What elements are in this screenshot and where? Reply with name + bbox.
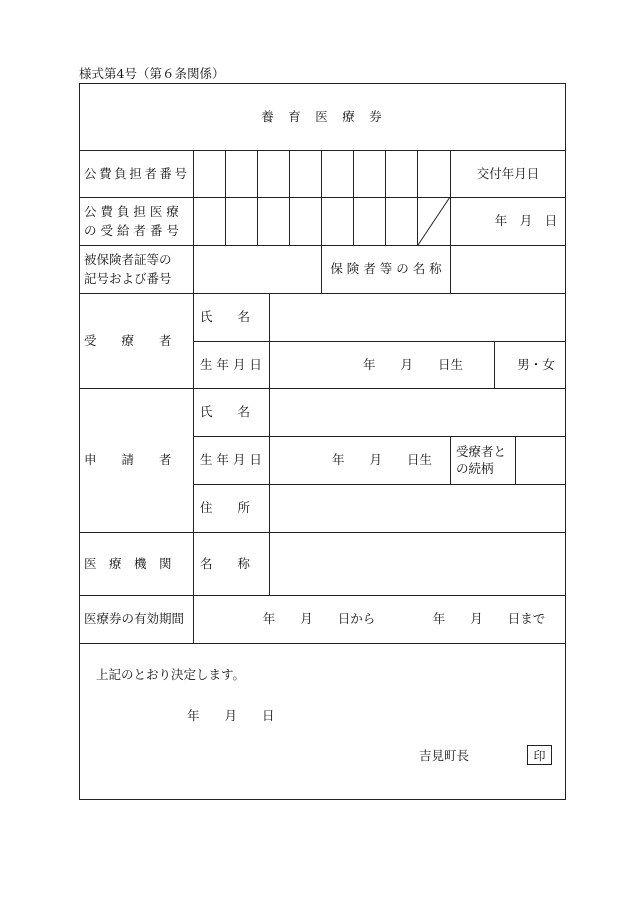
sex-cell-divider bbox=[494, 341, 495, 388]
public-payer-number-label: 公 費 負 担 者 番 号 bbox=[84, 165, 187, 181]
relation-cell-divider bbox=[450, 436, 451, 484]
insurance-card-label-line2: 記号および番号 bbox=[84, 271, 172, 286]
recipient-section-label: 受 療 者 bbox=[84, 332, 172, 348]
decision-statement: 上記のとおり決定します。 bbox=[96, 666, 246, 682]
row-divider bbox=[79, 643, 566, 644]
decision-date: 年 月 日 bbox=[187, 707, 275, 723]
digit-cell-divider bbox=[257, 150, 258, 245]
seal-box: 印 bbox=[527, 745, 552, 765]
digit-cell-divider bbox=[321, 150, 322, 293]
medical-certificate-form bbox=[79, 83, 566, 800]
row-divider bbox=[79, 245, 566, 246]
validity-to: 年 月 日まで bbox=[432, 610, 546, 626]
relation-label-line2: の続柄 bbox=[456, 461, 494, 476]
row-divider bbox=[193, 341, 566, 342]
medical-institution-label: 医 療 機 関 bbox=[84, 555, 172, 571]
row-divider bbox=[79, 595, 566, 596]
digit-cell-divider bbox=[385, 150, 386, 245]
row-divider bbox=[193, 484, 566, 485]
form-number-label: 様式第4号（第６条関係） bbox=[79, 66, 225, 81]
recipient-number-label bbox=[84, 202, 179, 240]
row-divider bbox=[79, 293, 566, 294]
applicant-birthdate-label: 生 年 月 日 bbox=[200, 451, 262, 467]
row-divider bbox=[193, 436, 566, 437]
certificate-title: 養 育 医 療 券 bbox=[261, 108, 383, 124]
label-column-divider bbox=[193, 150, 194, 595]
insurance-card-label bbox=[84, 250, 172, 288]
applicant-name-label: 氏 名 bbox=[200, 403, 251, 419]
issue-date-label: 交付年月日 bbox=[476, 165, 540, 181]
validity-from: 年 月 日から bbox=[262, 610, 376, 626]
applicant-section-label: 申 請 者 bbox=[84, 451, 172, 467]
recipient-sex: 男・女 bbox=[517, 356, 555, 372]
label-column-divider bbox=[193, 595, 194, 643]
digit-cell-divider bbox=[353, 150, 354, 245]
row-divider bbox=[79, 532, 566, 533]
applicant-birthdate-value: 年 月 日生 bbox=[331, 451, 433, 467]
mayor-title: 吉見町長 bbox=[419, 747, 470, 763]
applicant-address-label: 住 所 bbox=[200, 499, 251, 515]
digit-cell-divider bbox=[225, 150, 226, 245]
institution-name-label: 名 称 bbox=[200, 555, 251, 571]
diagonal-slash bbox=[417, 197, 451, 246]
relation-cell-divider bbox=[515, 436, 516, 484]
recipient-birthdate-label: 生 年 月 日 bbox=[200, 356, 262, 372]
recipient-number-label-line1: 公 費 負 担 医 療 bbox=[84, 204, 179, 219]
row-divider bbox=[79, 150, 566, 151]
digit-cell-divider bbox=[289, 150, 290, 245]
relation-label-line1: 受療者と bbox=[456, 444, 507, 459]
row-divider bbox=[79, 388, 566, 389]
recipient-birthdate-value: 年 月 日生 bbox=[362, 356, 464, 372]
issue-date-value: 年 月 日 bbox=[494, 212, 558, 228]
insurer-name-label: 保 険 者 等 の 名 称 bbox=[330, 260, 442, 276]
validity-period-label: 医療券の有効期間 bbox=[84, 610, 185, 626]
row-divider bbox=[79, 197, 566, 198]
recipient-name-label: 氏 名 bbox=[200, 308, 251, 324]
relation-label bbox=[456, 443, 506, 477]
sublabel-column-divider bbox=[269, 293, 270, 595]
insurance-card-label-line1: 被保険者証等の bbox=[84, 252, 172, 267]
recipient-number-label-line2: の 受 給 者 番 号 bbox=[84, 223, 179, 238]
